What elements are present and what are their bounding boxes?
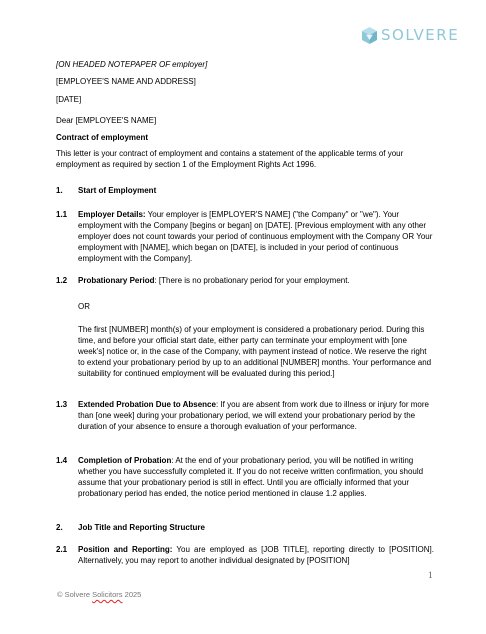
section-number: 2. [56,523,63,532]
clause-text: : If you are absent from work due to illness or injury for more than [one week] during your probationary period, we will extend your probationary period by the duration of your absence to ensure a thorough evaluation of your performance. [78,400,429,431]
clause-1-1 [78,209,434,264]
salutation: Dear [EMPLOYEE'S NAME] [56,116,157,125]
footer-spellcheck-word: Solicitors [92,590,123,599]
clause-1-3 [78,399,434,432]
clause-label: Employer Details: [78,210,146,219]
clause-1-2-alternative: The first [NUMBER] month(s) of your employment is considered a probationary period. During this time, and before your official start date, either party can terminate your employment with [one week's] notice or, in the case of the Company, with payment instead of notice. We reserve the right to extend your probationary period by up to an additional [NUMBER] months. Your performance and suitability for continued employment will be evaluated during this period.] [78,325,432,378]
or-separator: OR [78,302,90,311]
clause-label: Completion of Probation [78,456,172,465]
section-heading: Start of Employment [78,186,157,195]
clause-text: Your employer is [EMPLOYER'S NAME] ("the Company" or "we"). Your employment with the Company [begins or began] on [DATE]. [Previous employment with any other employer does not count towards your period of continuous employment with the Company OR Your employment with [NAME], which began on [DATE], is included in your period of continuous employment with the Company]. [78,210,433,263]
clause-1-4 [78,455,434,499]
notepaper-line: [ON HEADED NOTEPAPER OF employer] [56,60,208,69]
clause-text: You are employed as [JOB TITLE], reporting directly to [POSITION]. Alternatively, you may report to another individual designated by [POSITION] [78,545,434,565]
footer-copyright [57,590,141,599]
logo-text: SOLVERE [381,26,460,44]
clause-label: Probationary Period [78,276,155,285]
section-number: 1. [56,186,63,195]
intro-paragraph: This letter is your contract of employment and contains a statement of the applicable terms of your employment as required by section 1 of the Employment Rights Act 1996. [56,149,404,169]
clause-label: Extended Probation Due to Absence [78,400,216,409]
letter-date: [DATE] [56,95,82,104]
solvere-logo [362,26,459,44]
clause-1-2 [78,275,434,286]
clause-2-1 [78,544,434,566]
document-title: Contract of employment [56,133,149,142]
section-heading: Job Title and Reporting Structure [78,523,205,532]
clause-number: 1.1 [56,210,68,219]
clause-number: 2.1 [56,545,68,554]
clause-number: 1.3 [56,400,68,409]
employee-address: [EMPLOYEE'S NAME AND ADDRESS] [56,77,196,86]
clause-number: 1.2 [56,276,68,285]
clause-text: : At the end of your probationary period, you will be notified in writing whether you have successfully completed it. If you do not receive written confirmation, you should assume that your probationary period is still in effect. Until you are officially informed that your probationary period has ended, the notice period mentioned in clause 1.2 applies. [78,456,424,498]
footer-suffix: 2025 [122,590,142,599]
clause-label: Position and Reporting: [78,545,173,554]
clause-number: 1.4 [56,456,68,465]
solvere-cube-logo-icon [362,27,377,44]
page-number: 1 [428,570,433,580]
clause-text: : [There is no probationary period for your employment. [154,276,350,285]
footer-prefix: © Solvere [57,590,93,599]
